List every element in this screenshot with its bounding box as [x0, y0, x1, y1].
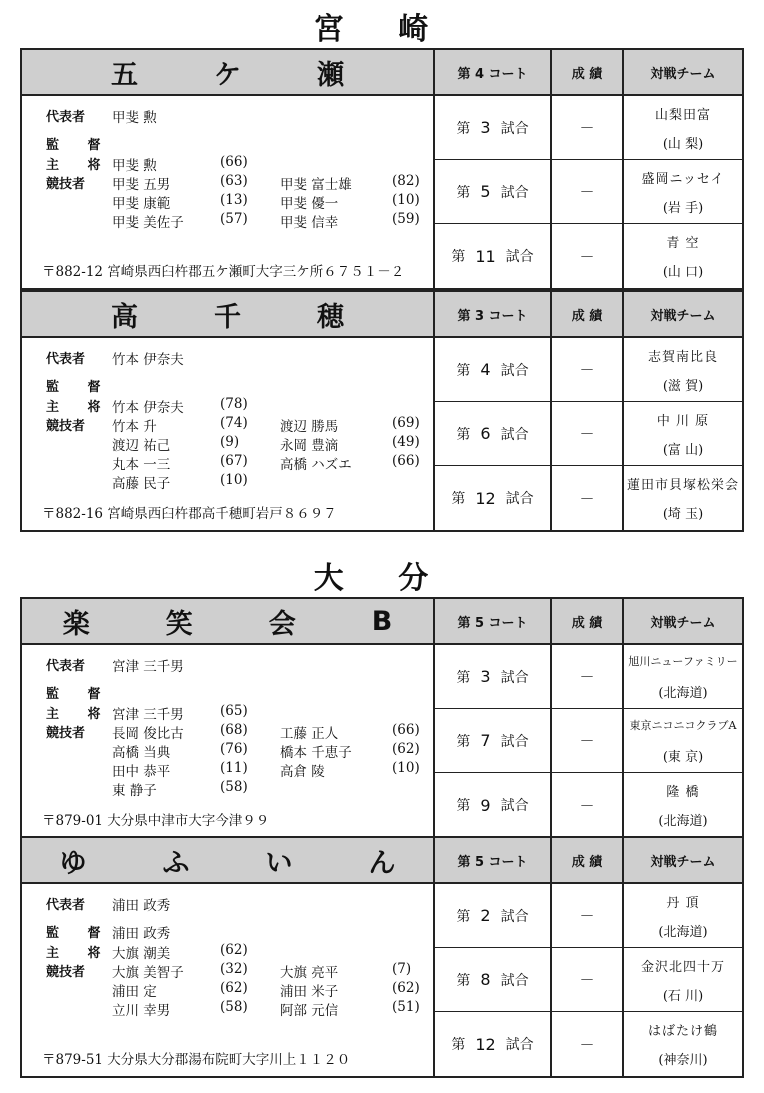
match-suffix: 試合 [500, 669, 529, 686]
opponent-prefecture: (滋 賀) [662, 379, 704, 394]
opponent-prefecture: (山 梨) [662, 137, 704, 152]
opponent-prefecture: (埼 玉) [662, 507, 704, 522]
match-no: 3 [480, 667, 491, 686]
team-block [20, 48, 744, 290]
player-age: (76) [220, 741, 248, 757]
result-header: 成 績 [552, 50, 624, 96]
team-name [22, 50, 433, 96]
opponent-prefecture: (北海道) [658, 925, 708, 940]
match-row [435, 884, 742, 948]
captain-age: (65) [220, 703, 248, 719]
player-name: 丸本 一三 [112, 457, 171, 473]
opponent-team: 盛岡ニッセイ [641, 172, 725, 187]
match-prefix: 第 [456, 426, 471, 443]
player-age: (69) [392, 415, 420, 431]
opponent [624, 948, 742, 1011]
player-name: 大旗 亮平 [280, 965, 339, 981]
team-name-char: ケ [214, 59, 241, 91]
match-suffix: 試合 [500, 798, 529, 814]
player-name: 甲斐 富士雄 [280, 177, 352, 193]
opponent-prefecture: (北海道) [658, 686, 708, 701]
team-name [22, 599, 433, 645]
player-age: (68) [220, 722, 248, 738]
opponent [624, 402, 742, 465]
match-suffix: 試合 [500, 972, 529, 989]
team-name-char: 千 [214, 301, 241, 333]
player-name: 高橋 ハズエ [280, 457, 352, 473]
team-block [20, 836, 744, 1078]
match-no: 2 [480, 906, 491, 925]
opponent [624, 645, 742, 708]
roster-label: 主 将 [46, 946, 113, 961]
team-info-panel [22, 292, 435, 530]
player-age: (63) [220, 173, 248, 189]
match-no: 4 [480, 360, 491, 379]
team-name-char: 五 [111, 59, 138, 91]
player-name: 甲斐 信幸 [280, 215, 339, 231]
match-result: － [552, 948, 624, 1011]
roster-label: 競技者 [46, 177, 86, 192]
opponent [624, 96, 742, 159]
player-name: 甲斐 美佐子 [112, 215, 184, 231]
player-name: 長岡 俊比古 [112, 726, 184, 742]
representative-name: 甲斐 勲 [112, 110, 157, 126]
player-age: (82) [392, 173, 420, 189]
match-number [435, 709, 552, 772]
opponent-prefecture: (富 山) [662, 443, 704, 458]
player-name: 大旗 美智子 [112, 965, 184, 981]
opponent-team: はばたけ鶴 [647, 1024, 718, 1039]
match-suffix: 試合 [500, 184, 529, 201]
team-name-char: 瀬 [317, 59, 344, 91]
captain-age: (62) [220, 942, 248, 958]
match-result: － [552, 1012, 624, 1076]
team-address: 〒882-16 宮崎県西臼杵郡高千穂町岩戸８６９７ [42, 506, 337, 522]
pref-title-oita: 大 分 [313, 561, 451, 596]
match-suffix: 試合 [505, 491, 534, 507]
player-name: 工藤 正人 [280, 726, 339, 742]
player-age: (59) [392, 211, 420, 227]
team-address: 〒882-12 宮崎県西臼杵郡五ケ瀬町大字三ケ所６７５１－２ [42, 264, 405, 280]
match-suffix: 試合 [500, 733, 529, 750]
match-result: － [552, 224, 624, 288]
player-age: (9) [220, 434, 240, 450]
pref-title-miyazaki: 宮 崎 [313, 12, 451, 47]
team-name [22, 292, 433, 338]
team-name-char: ゆ [59, 847, 87, 879]
roster-label: 競技者 [46, 419, 86, 434]
roster-label: 監 督 [46, 687, 113, 702]
match-number [435, 645, 552, 708]
roster-label: 監 督 [46, 138, 113, 153]
match-prefix: 第 [456, 669, 471, 686]
match-number [435, 402, 552, 465]
match-prefix: 第 [456, 908, 471, 925]
match-suffix: 試合 [505, 1037, 534, 1053]
match-prefix: 第 [456, 733, 471, 750]
opponent-prefecture: (山 口) [662, 265, 704, 280]
captain-age: (66) [220, 154, 248, 170]
match-number [435, 96, 552, 159]
match-row [435, 1012, 742, 1076]
team-address: 〒879-51 大分県大分郡湯布院町大字川上１１２０ [42, 1052, 351, 1068]
opponent-team: 中 川 原 [656, 414, 710, 429]
match-result: － [552, 96, 624, 159]
roster-label: 競技者 [46, 726, 86, 741]
opponent-team: 隆 橋 [666, 785, 700, 800]
match-number [435, 948, 552, 1011]
match-number [435, 884, 552, 947]
captain-name: 竹本 伊奈夫 [112, 400, 184, 416]
team-name-char: ふ [162, 847, 190, 879]
match-prefix: 第 [451, 1037, 466, 1053]
player-age: (10) [392, 760, 420, 776]
representative-name: 竹本 伊奈夫 [112, 352, 184, 368]
opponent [624, 884, 742, 947]
roster-label: 監 督 [46, 380, 113, 395]
player-age: (62) [392, 741, 420, 757]
player-name: 浦田 定 [112, 984, 157, 1000]
match-schedule [435, 292, 742, 530]
match-number [435, 338, 552, 401]
match-suffix: 試合 [500, 120, 529, 137]
opponent [624, 160, 742, 223]
match-row [435, 773, 742, 837]
player-age: (66) [392, 453, 420, 469]
roster-label: 主 将 [46, 707, 113, 722]
player-name: 渡辺 勝馬 [280, 419, 339, 435]
match-row [435, 709, 742, 773]
team-block [20, 597, 744, 839]
player-age: (49) [392, 434, 420, 450]
match-suffix: 試合 [500, 426, 529, 443]
player-age: (7) [392, 961, 412, 977]
opponent-prefecture: (北海道) [658, 814, 708, 829]
team-name-char: B [371, 605, 393, 637]
match-result: － [552, 160, 624, 223]
court-header: 第 4 コート [435, 50, 552, 96]
result-header: 成 績 [552, 599, 624, 645]
representative-name: 浦田 政秀 [112, 898, 171, 914]
match-row [435, 948, 742, 1012]
match-prefix: 第 [456, 798, 471, 814]
player-name: 浦田 米子 [280, 984, 339, 1000]
match-result: － [552, 773, 624, 837]
opponent-header: 対戦チーム [624, 599, 742, 645]
team-info-panel [22, 838, 435, 1076]
match-result: － [552, 884, 624, 947]
player-name: 高橋 当典 [112, 745, 171, 761]
manager-name: 浦田 政秀 [112, 926, 171, 942]
player-age: (62) [392, 980, 420, 996]
match-no: 9 [480, 795, 491, 815]
captain-name: 宮津 三千男 [112, 707, 184, 723]
team-address: 〒879-01 大分県中津市大字今津９９ [42, 813, 270, 829]
captain-name: 甲斐 勲 [112, 158, 157, 174]
opponent-header: 対戦チーム [624, 838, 742, 884]
match-row [435, 645, 742, 709]
match-no: 3 [480, 118, 491, 137]
player-age: (62) [220, 980, 248, 996]
player-name: 甲斐 康範 [112, 196, 171, 212]
court-header: 第 5 コート [435, 599, 552, 645]
team-name-char: 高 [111, 301, 138, 333]
player-name: 竹本 升 [112, 419, 157, 435]
opponent-header: 対戦チーム [624, 292, 742, 338]
roster-label: 主 将 [46, 400, 113, 415]
match-schedule [435, 50, 742, 288]
opponent-prefecture: (東 京) [662, 750, 704, 765]
match-no: 5 [480, 182, 491, 201]
match-suffix: 試合 [505, 249, 534, 265]
player-name: 高倉 陵 [280, 764, 325, 780]
opponent-team: 蓮田市貝塚松栄会 [626, 478, 739, 493]
player-name: 甲斐 五男 [112, 177, 171, 193]
match-no: 7 [480, 731, 491, 750]
match-prefix: 第 [456, 362, 471, 379]
opponent [624, 773, 742, 837]
team-name-char: 会 [268, 608, 296, 640]
match-prefix: 第 [456, 120, 471, 137]
player-age: (11) [220, 760, 248, 776]
match-prefix: 第 [456, 972, 471, 989]
player-age: (10) [392, 192, 420, 208]
player-age: (58) [220, 779, 248, 795]
match-prefix: 第 [456, 184, 471, 201]
opponent-team: 山梨田富 [654, 108, 711, 123]
match-row [435, 402, 742, 466]
match-no: 8 [480, 970, 491, 989]
roster-label: 代表者 [46, 352, 86, 367]
captain-age: (78) [220, 396, 248, 412]
team-info-panel [22, 50, 435, 288]
match-no: 12 [475, 1034, 496, 1054]
opponent [624, 1012, 742, 1076]
match-suffix: 試合 [500, 908, 529, 925]
result-header: 成 績 [552, 838, 624, 884]
player-name: 立川 幸男 [112, 1003, 171, 1019]
roster-label: 代表者 [46, 898, 86, 913]
player-name: 東 静子 [112, 783, 157, 799]
match-schedule [435, 838, 742, 1076]
player-age: (67) [220, 453, 248, 469]
match-row [435, 224, 742, 288]
roster-label: 代表者 [46, 659, 86, 674]
team-name-char: ん [368, 847, 396, 879]
match-number [435, 773, 552, 837]
team-name-char: 穂 [317, 301, 344, 333]
player-age: (32) [220, 961, 248, 977]
player-age: (66) [392, 722, 420, 738]
player-name: 橋本 千恵子 [280, 745, 352, 761]
match-number [435, 466, 552, 530]
match-prefix: 第 [451, 491, 466, 507]
match-result: － [552, 709, 624, 772]
match-row [435, 160, 742, 224]
match-number [435, 160, 552, 223]
player-age: (10) [220, 472, 248, 488]
match-result: － [552, 338, 624, 401]
opponent-prefecture: (石 川) [662, 989, 704, 1004]
match-no: 6 [480, 424, 491, 443]
opponent-team: 丹 頂 [666, 896, 700, 911]
player-age: (74) [220, 415, 248, 431]
opponent-team: 旭川ニューファミリー [628, 655, 738, 668]
team-name-char: 笑 [165, 608, 193, 640]
team-name-char: 楽 [62, 608, 90, 640]
opponent-prefecture: (岩 手) [662, 201, 704, 216]
player-name: 甲斐 優一 [280, 196, 339, 212]
opponent [624, 709, 742, 772]
opponent [624, 466, 742, 530]
player-age: (58) [220, 999, 248, 1015]
match-suffix: 試合 [500, 362, 529, 379]
opponent-prefecture: (神奈川) [658, 1053, 708, 1068]
match-number [435, 1012, 552, 1076]
match-result: － [552, 466, 624, 530]
player-name: 永岡 豊滴 [280, 438, 339, 454]
team-name-char: い [265, 847, 293, 879]
opponent-team: 志賀南比良 [647, 350, 718, 365]
opponent-team: 東京ニコニコクラブA [629, 719, 737, 732]
player-name: 渡辺 祐己 [112, 438, 171, 454]
result-header: 成 績 [552, 292, 624, 338]
player-age: (51) [392, 999, 420, 1015]
player-name: 田中 恭平 [112, 764, 171, 780]
opponent [624, 338, 742, 401]
match-row [435, 96, 742, 160]
roster-label: 競技者 [46, 965, 86, 980]
captain-name: 大旗 潮美 [112, 946, 171, 962]
opponent-team: 金沢北四十万 [640, 960, 725, 975]
opponent-header: 対戦チーム [624, 50, 742, 96]
roster-label: 代表者 [46, 110, 86, 125]
match-prefix: 第 [451, 249, 466, 265]
roster-label: 監 督 [46, 926, 113, 941]
match-row [435, 338, 742, 402]
team-name [22, 838, 433, 884]
roster-label: 主 将 [46, 158, 113, 173]
player-name: 阿部 元信 [280, 1003, 339, 1019]
court-header: 第 3 コート [435, 292, 552, 338]
player-age: (57) [220, 211, 248, 227]
team-block [20, 290, 744, 532]
match-no: 11 [475, 246, 496, 266]
match-result: － [552, 645, 624, 708]
team-info-panel [22, 599, 435, 837]
match-row [435, 466, 742, 530]
match-result: － [552, 402, 624, 465]
representative-name: 宮津 三千男 [112, 659, 184, 675]
player-name: 高藤 民子 [112, 476, 171, 492]
opponent [624, 224, 742, 288]
player-age: (13) [220, 192, 248, 208]
match-number [435, 224, 552, 288]
match-no: 12 [475, 488, 496, 508]
court-header: 第 5 コート [435, 838, 552, 884]
match-schedule [435, 599, 742, 837]
opponent-team: 青 空 [666, 236, 700, 251]
